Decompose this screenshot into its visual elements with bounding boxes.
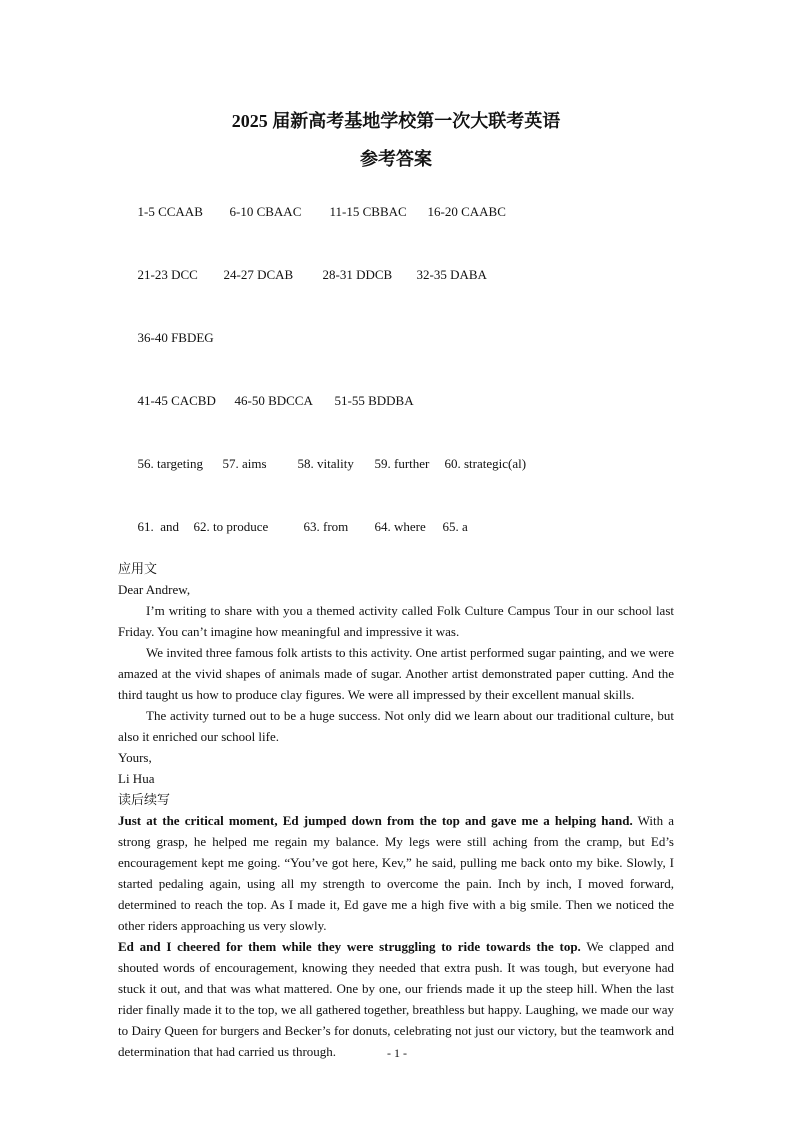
answer-item: 32-35 DABA — [416, 267, 487, 282]
letter-signature: Li Hua — [118, 771, 155, 786]
answer-item: 59. further — [374, 456, 430, 471]
answer-item: 41-45 CACBD — [137, 393, 216, 408]
paragraph-body: We clapped and shouted words of encouragement, knowing they needed that extra push. It was tough, but everyone had stuck it out, and that was what mattered. One by one, our friends made it up the steep hill. When the last rider finally made it to the top, we all gathered together, breathless but happy. Laughing, we made our way to Dairy Queen for burgers and Becker’s for donuts, celebrating not just our victory, but the teamwork and determination that had carried us through. — [118, 939, 674, 1059]
answer-item: 63. from — [303, 519, 349, 534]
section-label-applied-writing: 应用文 — [118, 561, 158, 576]
continuation-paragraph-2 — [118, 936, 674, 1062]
paragraph-lead-sentence: Ed and I cheered for them while they were struggling to ride towards the top. — [118, 939, 581, 954]
answer-item: 28-31 DDCB — [322, 267, 393, 282]
answer-item: 65. a — [442, 519, 468, 534]
applied-writing-section — [118, 558, 674, 789]
letter-paragraph: The activity turned out to be a huge success. Not only did we learn about our traditional culture, but also it enriched our school life. — [118, 708, 674, 744]
answer-line-5 — [118, 432, 674, 495]
answer-line-1 — [118, 180, 674, 243]
letter-greeting: Dear Andrew, — [118, 582, 191, 597]
answer-line-6 — [118, 495, 674, 558]
answer-item: 24-27 DCAB — [223, 267, 294, 282]
answer-line-3 — [118, 306, 674, 369]
continuation-paragraph-1 — [118, 810, 674, 936]
answer-item: 57. aims — [222, 456, 267, 471]
answer-item: 1-5 CCAAB — [137, 204, 203, 219]
answer-item: 58. vitality — [297, 456, 354, 471]
answer-line-4 — [118, 369, 674, 432]
letter-paragraph: I’m writing to share with you a themed activity called Folk Culture Campus Tour in our school last Friday. You can’t imagine how meaningful and impressive it was. — [118, 603, 674, 639]
answer-item: 56. targeting — [137, 456, 203, 471]
answer-item: 6-10 CBAAC — [229, 204, 302, 219]
section-label-continuation: 读后续写 — [118, 792, 171, 807]
answer-key — [118, 180, 674, 558]
letter-closing: Yours, — [118, 750, 152, 765]
document-page — [118, 108, 674, 1062]
answer-item: 46-50 BDCCA — [234, 393, 313, 408]
answer-item: 16-20 CAABC — [427, 204, 506, 219]
answer-item: 62. to produce — [193, 519, 269, 534]
answer-item: 60. strategic(al) — [444, 456, 527, 471]
answer-item: 11-15 CBBAC — [329, 204, 407, 219]
paragraph-body: With a strong grasp, he helped me regain my balance. My legs were still aching from the cramp, but Ed’s encouragement kept me going. “You’ve got here, Kev,” he said, pulling me back onto my bike. Slowly, I started pedaling again, using all my strength to overcome the pain. Inch by inch, I moved forward, determined to reach the top. As I made it, Ed gave me a high five with a big smile. Then we noticed the other riders approaching us very slowly. — [118, 813, 674, 933]
answer-item: 51-55 BDDBA — [334, 393, 414, 408]
page-number: - 1 - — [387, 1046, 407, 1060]
continuation-section — [118, 789, 674, 1062]
answer-line-2 — [118, 243, 674, 306]
answer-item: 64. where — [374, 519, 426, 534]
answer-item: 21-23 DCC — [137, 267, 198, 282]
answer-item: 61. and — [137, 519, 180, 534]
letter-paragraph: We invited three famous folk artists to this activity. One artist performed sugar painting, and we were amazed at the vivid shapes of animals made of sugar. Another artist demonstrated paper cutting. And the third taught us how to produce clay figures. We were all impressed by their excellent manual skills. — [118, 645, 674, 702]
paragraph-lead-sentence: Just at the critical moment, Ed jumped down from the top and gave me a helping hand. — [118, 813, 633, 828]
answer-item: 36-40 FBDEG — [137, 330, 214, 345]
page-subtitle: 参考答案 — [360, 149, 432, 169]
page-title: 2025 届新高考基地学校第一次大联考英语 — [231, 111, 561, 131]
